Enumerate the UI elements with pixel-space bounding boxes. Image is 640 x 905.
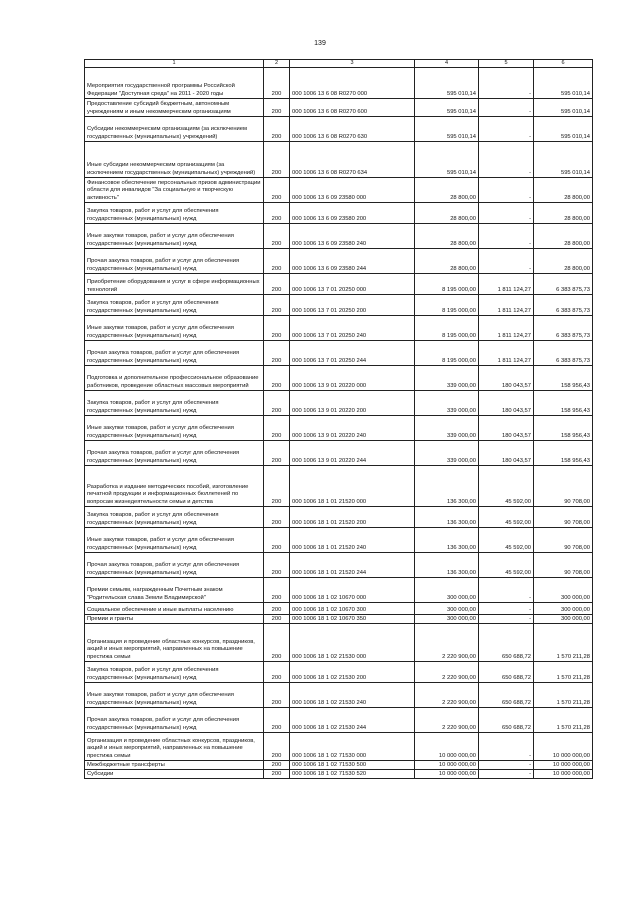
approved-amount-cell: 136 300,00 bbox=[415, 527, 479, 552]
executed-amount-cell: 1 811 124,27 bbox=[479, 294, 534, 315]
line-code-cell: 200 bbox=[264, 577, 290, 602]
approved-amount-cell: 10 000 000,00 bbox=[415, 769, 479, 778]
unexecuted-amount-cell: 300 000,00 bbox=[534, 602, 593, 614]
column-header: 6 bbox=[534, 60, 593, 68]
line-code-cell: 200 bbox=[264, 365, 290, 390]
table-row bbox=[85, 602, 593, 614]
line-code-cell: 200 bbox=[264, 506, 290, 527]
row-name-cell: Закупка товаров, работ и услуг для обеспечения государственных (муниципальных) нужд bbox=[85, 390, 264, 415]
executed-amount-cell: 1 811 124,27 bbox=[479, 273, 534, 294]
line-code-cell: 200 bbox=[264, 141, 290, 177]
line-code-cell: 200 bbox=[264, 315, 290, 340]
budget-classification-code-cell: 000 1006 13 9 01 20220 000 bbox=[290, 365, 415, 390]
line-code-cell: 200 bbox=[264, 98, 290, 116]
approved-amount-cell: 28 800,00 bbox=[415, 223, 479, 248]
budget-classification-code-cell: 000 1006 18 1 02 10670 350 bbox=[290, 614, 415, 623]
line-code-cell: 200 bbox=[264, 552, 290, 577]
row-name-cell: Премии и гранты bbox=[85, 614, 264, 623]
unexecuted-amount-cell: 10 000 000,00 bbox=[534, 732, 593, 760]
table-row bbox=[85, 248, 593, 273]
executed-amount-cell: 180 043,57 bbox=[479, 390, 534, 415]
budget-classification-code-cell: 000 1006 13 6 09 23580 200 bbox=[290, 202, 415, 223]
column-header: 2 bbox=[264, 60, 290, 68]
column-header: 1 bbox=[85, 60, 264, 68]
executed-amount-cell: - bbox=[479, 769, 534, 778]
unexecuted-amount-cell: 90 708,00 bbox=[534, 506, 593, 527]
approved-amount-cell: 28 800,00 bbox=[415, 202, 479, 223]
table-row bbox=[85, 552, 593, 577]
budget-classification-code-cell: 000 1006 18 1 02 21530 244 bbox=[290, 707, 415, 732]
approved-amount-cell: 300 000,00 bbox=[415, 577, 479, 602]
budget-classification-code-cell: 000 1006 13 6 09 23580 240 bbox=[290, 223, 415, 248]
line-code-cell: 200 bbox=[264, 661, 290, 682]
budget-classification-code-cell: 000 1006 18 1 01 21520 000 bbox=[290, 465, 415, 506]
approved-amount-cell: 28 800,00 bbox=[415, 177, 479, 202]
approved-amount-cell: 2 220 900,00 bbox=[415, 707, 479, 732]
executed-amount-cell: 650 688,72 bbox=[479, 707, 534, 732]
line-code-cell: 200 bbox=[264, 527, 290, 552]
budget-classification-code-cell: 000 1006 13 6 08 R0270 634 bbox=[290, 141, 415, 177]
line-code-cell: 200 bbox=[264, 602, 290, 614]
row-name-cell: Иные закупки товаров, работ и услуг для обеспечения государственных (муниципальных) нужд bbox=[85, 682, 264, 707]
table-row bbox=[85, 365, 593, 390]
line-code-cell: 200 bbox=[264, 248, 290, 273]
table-row bbox=[85, 315, 593, 340]
approved-amount-cell: 595 010,14 bbox=[415, 116, 479, 141]
column-header: 4 bbox=[415, 60, 479, 68]
line-code-cell: 200 bbox=[264, 273, 290, 294]
executed-amount-cell: - bbox=[479, 248, 534, 273]
table-row bbox=[85, 415, 593, 440]
budget-classification-code-cell: 000 1006 18 1 02 71530 520 bbox=[290, 769, 415, 778]
budget-classification-code-cell: 000 1006 18 1 02 21530 200 bbox=[290, 661, 415, 682]
unexecuted-amount-cell: 90 708,00 bbox=[534, 552, 593, 577]
table-row bbox=[85, 116, 593, 141]
approved-amount-cell: 2 220 900,00 bbox=[415, 623, 479, 661]
row-name-cell: Мероприятия государственной программы Российской Федерации "Доступная среда" на 2011 - 2020 годы bbox=[85, 67, 264, 98]
unexecuted-amount-cell: 28 800,00 bbox=[534, 202, 593, 223]
column-header: 3 bbox=[290, 60, 415, 68]
unexecuted-amount-cell: 595 010,14 bbox=[534, 98, 593, 116]
budget-classification-code-cell: 000 1006 13 7 01 20250 240 bbox=[290, 315, 415, 340]
budget-classification-code-cell: 000 1006 13 6 09 23580 000 bbox=[290, 177, 415, 202]
row-name-cell: Иные закупки товаров, работ и услуг для обеспечения государственных (муниципальных) нужд bbox=[85, 223, 264, 248]
line-code-cell: 200 bbox=[264, 177, 290, 202]
budget-classification-code-cell: 000 1006 13 7 01 20250 244 bbox=[290, 340, 415, 365]
budget-classification-code-cell: 000 1006 13 6 09 23580 244 bbox=[290, 248, 415, 273]
executed-amount-cell: 650 688,72 bbox=[479, 623, 534, 661]
approved-amount-cell: 595 010,14 bbox=[415, 67, 479, 98]
approved-amount-cell: 595 010,14 bbox=[415, 141, 479, 177]
approved-amount-cell: 136 300,00 bbox=[415, 552, 479, 577]
approved-amount-cell: 10 000 000,00 bbox=[415, 732, 479, 760]
unexecuted-amount-cell: 158 956,43 bbox=[534, 390, 593, 415]
line-code-cell: 200 bbox=[264, 202, 290, 223]
table-row bbox=[85, 465, 593, 506]
table-row bbox=[85, 661, 593, 682]
row-name-cell: Прочая закупка товаров, работ и услуг для обеспечения государственных (муниципальных) нужд bbox=[85, 707, 264, 732]
row-name-cell: Прочая закупка товаров, работ и услуг для обеспечения государственных (муниципальных) нужд bbox=[85, 248, 264, 273]
table-row bbox=[85, 707, 593, 732]
budget-classification-code-cell: 000 1006 13 9 01 20220 244 bbox=[290, 440, 415, 465]
approved-amount-cell: 339 000,00 bbox=[415, 365, 479, 390]
table-row bbox=[85, 577, 593, 602]
executed-amount-cell: - bbox=[479, 202, 534, 223]
unexecuted-amount-cell: 158 956,43 bbox=[534, 365, 593, 390]
unexecuted-amount-cell: 595 010,14 bbox=[534, 116, 593, 141]
row-name-cell: Предоставление субсидий бюджетным, автономным учреждениям и иным некоммерческим организациям bbox=[85, 98, 264, 116]
executed-amount-cell: 650 688,72 bbox=[479, 661, 534, 682]
approved-amount-cell: 8 195 000,00 bbox=[415, 294, 479, 315]
budget-classification-code-cell: 000 1006 18 1 02 71530 500 bbox=[290, 760, 415, 769]
row-name-cell: Премии семьям, награжденным Почетным знаком "Родительская слава Земли Владимирской" bbox=[85, 577, 264, 602]
row-name-cell: Иные закупки товаров, работ и услуг для обеспечения государственных (муниципальных) нужд bbox=[85, 527, 264, 552]
executed-amount-cell: - bbox=[479, 116, 534, 141]
unexecuted-amount-cell: 1 570 211,28 bbox=[534, 661, 593, 682]
row-name-cell: Прочая закупка товаров, работ и услуг для обеспечения государственных (муниципальных) нужд bbox=[85, 552, 264, 577]
approved-amount-cell: 339 000,00 bbox=[415, 415, 479, 440]
budget-classification-code-cell: 000 1006 18 1 02 21530 000 bbox=[290, 623, 415, 661]
table-row bbox=[85, 623, 593, 661]
line-code-cell: 200 bbox=[264, 340, 290, 365]
table-row bbox=[85, 769, 593, 778]
row-name-cell: Организация и проведение областных конкурсов, праздников, акций и иных мероприятий, направленных на повышение престижа семьи bbox=[85, 623, 264, 661]
line-code-cell: 200 bbox=[264, 390, 290, 415]
unexecuted-amount-cell: 90 708,00 bbox=[534, 465, 593, 506]
budget-classification-code-cell: 000 1006 18 1 02 10670 000 bbox=[290, 577, 415, 602]
line-code-cell: 200 bbox=[264, 415, 290, 440]
unexecuted-amount-cell: 1 570 211,28 bbox=[534, 623, 593, 661]
executed-amount-cell: 45 592,00 bbox=[479, 506, 534, 527]
line-code-cell: 200 bbox=[264, 440, 290, 465]
line-code-cell: 200 bbox=[264, 223, 290, 248]
row-name-cell: Закупка товаров, работ и услуг для обеспечения государственных (муниципальных) нужд bbox=[85, 506, 264, 527]
unexecuted-amount-cell: 1 570 211,28 bbox=[534, 707, 593, 732]
table-row bbox=[85, 527, 593, 552]
line-code-cell: 200 bbox=[264, 732, 290, 760]
approved-amount-cell: 8 195 000,00 bbox=[415, 273, 479, 294]
table-row bbox=[85, 273, 593, 294]
approved-amount-cell: 2 220 900,00 bbox=[415, 661, 479, 682]
unexecuted-amount-cell: 595 010,14 bbox=[534, 67, 593, 98]
line-code-cell: 200 bbox=[264, 116, 290, 141]
table-row bbox=[85, 340, 593, 365]
executed-amount-cell: - bbox=[479, 141, 534, 177]
line-code-cell: 200 bbox=[264, 707, 290, 732]
row-name-cell: Прочая закупка товаров, работ и услуг для обеспечения государственных (муниципальных) нужд bbox=[85, 340, 264, 365]
unexecuted-amount-cell: 158 956,43 bbox=[534, 440, 593, 465]
line-code-cell: 200 bbox=[264, 769, 290, 778]
unexecuted-amount-cell: 300 000,00 bbox=[534, 614, 593, 623]
budget-classification-code-cell: 000 1006 13 9 01 20220 200 bbox=[290, 390, 415, 415]
approved-amount-cell: 339 000,00 bbox=[415, 440, 479, 465]
row-name-cell: Межбюджетные трансферты bbox=[85, 760, 264, 769]
executed-amount-cell: - bbox=[479, 602, 534, 614]
row-name-cell: Приобретение оборудования и услуг в сфере информационных технологий bbox=[85, 273, 264, 294]
executed-amount-cell: - bbox=[479, 223, 534, 248]
table-row bbox=[85, 682, 593, 707]
table-row bbox=[85, 67, 593, 98]
budget-execution-table bbox=[84, 59, 593, 779]
row-name-cell: Закупка товаров, работ и услуг для обеспечения государственных (муниципальных) нужд bbox=[85, 202, 264, 223]
table-row bbox=[85, 98, 593, 116]
executed-amount-cell: - bbox=[479, 614, 534, 623]
table-row bbox=[85, 732, 593, 760]
executed-amount-cell: 180 043,57 bbox=[479, 415, 534, 440]
line-code-cell: 200 bbox=[264, 294, 290, 315]
approved-amount-cell: 595 010,14 bbox=[415, 98, 479, 116]
unexecuted-amount-cell: 158 956,43 bbox=[534, 415, 593, 440]
table-row bbox=[85, 440, 593, 465]
column-header: 5 bbox=[479, 60, 534, 68]
row-name-cell: Субсидии некоммерческим организациям (за исключением государственных (муниципальных) учреждений) bbox=[85, 116, 264, 141]
line-code-cell: 200 bbox=[264, 67, 290, 98]
line-code-cell: 200 bbox=[264, 614, 290, 623]
unexecuted-amount-cell: 595 010,14 bbox=[534, 141, 593, 177]
row-name-cell: Иные закупки товаров, работ и услуг для обеспечения государственных (муниципальных) нужд bbox=[85, 415, 264, 440]
approved-amount-cell: 339 000,00 bbox=[415, 390, 479, 415]
budget-classification-code-cell: 000 1006 18 1 01 21520 240 bbox=[290, 527, 415, 552]
row-name-cell: Организация и проведение областных конкурсов, праздников, акций и иных мероприятий, направленных на повышение престижа семьи bbox=[85, 732, 264, 760]
budget-classification-code-cell: 000 1006 13 9 01 20220 240 bbox=[290, 415, 415, 440]
table-row bbox=[85, 760, 593, 769]
row-name-cell: Закупка товаров, работ и услуг для обеспечения государственных (муниципальных) нужд bbox=[85, 294, 264, 315]
column-number-row bbox=[85, 60, 593, 68]
executed-amount-cell: 650 688,72 bbox=[479, 682, 534, 707]
unexecuted-amount-cell: 6 383 875,73 bbox=[534, 340, 593, 365]
unexecuted-amount-cell: 28 800,00 bbox=[534, 248, 593, 273]
line-code-cell: 200 bbox=[264, 623, 290, 661]
executed-amount-cell: 180 043,57 bbox=[479, 365, 534, 390]
executed-amount-cell: - bbox=[479, 177, 534, 202]
budget-classification-code-cell: 000 1006 18 1 01 21520 244 bbox=[290, 552, 415, 577]
table-row bbox=[85, 294, 593, 315]
row-name-cell: Финансовое обеспечение персональных призов администрации области для инвалидов "За социальную и творческую активность" bbox=[85, 177, 264, 202]
executed-amount-cell: 45 592,00 bbox=[479, 552, 534, 577]
approved-amount-cell: 28 800,00 bbox=[415, 248, 479, 273]
unexecuted-amount-cell: 28 800,00 bbox=[534, 177, 593, 202]
row-name-cell: Разработка и издание методических пособий, изготовление печатной продукции и информационных бюллетеней по вопросам жизнедеятельности семьи и детства bbox=[85, 465, 264, 506]
executed-amount-cell: - bbox=[479, 732, 534, 760]
line-code-cell: 200 bbox=[264, 760, 290, 769]
table-row bbox=[85, 202, 593, 223]
executed-amount-cell: 45 592,00 bbox=[479, 465, 534, 506]
executed-amount-cell: 45 592,00 bbox=[479, 527, 534, 552]
approved-amount-cell: 300 000,00 bbox=[415, 602, 479, 614]
approved-amount-cell: 8 195 000,00 bbox=[415, 315, 479, 340]
row-name-cell: Закупка товаров, работ и услуг для обеспечения государственных (муниципальных) нужд bbox=[85, 661, 264, 682]
budget-classification-code-cell: 000 1006 13 6 08 R0270 630 bbox=[290, 116, 415, 141]
executed-amount-cell: 1 811 124,27 bbox=[479, 315, 534, 340]
page-number: 139 bbox=[314, 40, 326, 47]
budget-classification-code-cell: 000 1006 18 1 01 21520 200 bbox=[290, 506, 415, 527]
row-name-cell: Прочая закупка товаров, работ и услуг для обеспечения государственных (муниципальных) нужд bbox=[85, 440, 264, 465]
unexecuted-amount-cell: 300 000,00 bbox=[534, 577, 593, 602]
executed-amount-cell: - bbox=[479, 67, 534, 98]
approved-amount-cell: 300 000,00 bbox=[415, 614, 479, 623]
unexecuted-amount-cell: 10 000 000,00 bbox=[534, 769, 593, 778]
unexecuted-amount-cell: 28 800,00 bbox=[534, 223, 593, 248]
executed-amount-cell: - bbox=[479, 98, 534, 116]
unexecuted-amount-cell: 6 383 875,73 bbox=[534, 273, 593, 294]
unexecuted-amount-cell: 1 570 211,28 bbox=[534, 682, 593, 707]
budget-classification-code-cell: 000 1006 18 1 02 21530 240 bbox=[290, 682, 415, 707]
row-name-cell: Иные субсидии некоммерческим организациям (за исключением государственных (муниципальных) учреждений) bbox=[85, 141, 264, 177]
line-code-cell: 200 bbox=[264, 682, 290, 707]
budget-classification-code-cell: 000 1006 13 7 01 20250 200 bbox=[290, 294, 415, 315]
executed-amount-cell: 180 043,57 bbox=[479, 440, 534, 465]
line-code-cell: 200 bbox=[264, 465, 290, 506]
unexecuted-amount-cell: 90 708,00 bbox=[534, 527, 593, 552]
table-row bbox=[85, 223, 593, 248]
unexecuted-amount-cell: 6 383 875,73 bbox=[534, 315, 593, 340]
unexecuted-amount-cell: 10 000 000,00 bbox=[534, 760, 593, 769]
approved-amount-cell: 136 300,00 bbox=[415, 506, 479, 527]
table-row bbox=[85, 177, 593, 202]
table-row bbox=[85, 390, 593, 415]
row-name-cell: Иные закупки товаров, работ и услуг для обеспечения государственных (муниципальных) нужд bbox=[85, 315, 264, 340]
table-row bbox=[85, 141, 593, 177]
approved-amount-cell: 10 000 000,00 bbox=[415, 760, 479, 769]
row-name-cell: Подготовка и дополнительное профессиональное образование работников, проведение областных массовых мероприятий bbox=[85, 365, 264, 390]
budget-classification-code-cell: 000 1006 13 6 08 R0270 000 bbox=[290, 67, 415, 98]
unexecuted-amount-cell: 6 383 875,73 bbox=[534, 294, 593, 315]
approved-amount-cell: 136 300,00 bbox=[415, 465, 479, 506]
table-row bbox=[85, 506, 593, 527]
executed-amount-cell: - bbox=[479, 760, 534, 769]
budget-classification-code-cell: 000 1006 13 7 01 20250 000 bbox=[290, 273, 415, 294]
executed-amount-cell: 1 811 124,27 bbox=[479, 340, 534, 365]
executed-amount-cell: - bbox=[479, 577, 534, 602]
row-name-cell: Социальное обеспечение и иные выплаты населению bbox=[85, 602, 264, 614]
budget-classification-code-cell: 000 1006 13 6 08 R0270 600 bbox=[290, 98, 415, 116]
approved-amount-cell: 2 220 900,00 bbox=[415, 682, 479, 707]
approved-amount-cell: 8 195 000,00 bbox=[415, 340, 479, 365]
budget-classification-code-cell: 000 1006 18 1 02 10670 300 bbox=[290, 602, 415, 614]
table-row bbox=[85, 614, 593, 623]
row-name-cell: Субсидии bbox=[85, 769, 264, 778]
budget-classification-code-cell: 000 1006 18 1 02 71530 000 bbox=[290, 732, 415, 760]
